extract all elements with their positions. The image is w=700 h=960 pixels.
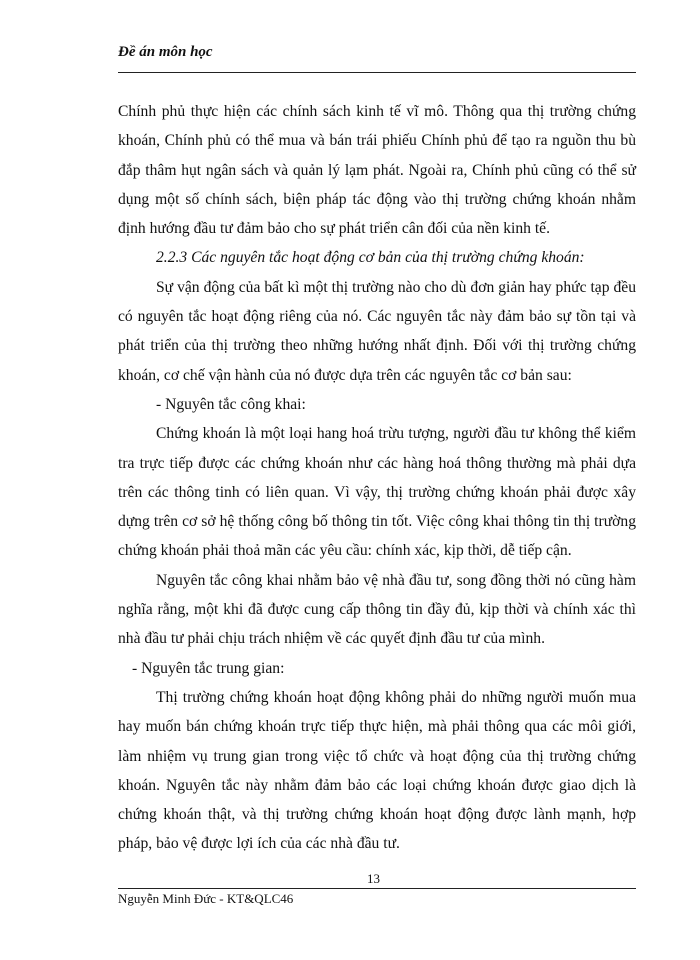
page-number: 13 bbox=[367, 871, 380, 886]
paragraph-government-role: Chính phủ thực hiện các chính sách kinh tế vĩ mô. Thông qua thị trường chứng khoán, Chính phủ có thể mua và bán trái phiếu Chính phủ để tạo ra nguồn thu bù đắp thâm hụt ngân sách và quản lý lạm phát. Ngoài ra, Chính phủ cũng có thể sử dụng một số chính sách, biện pháp tác động vào thị trường chứng khoán nhằm định hướng đầu tư đảm bảo cho sự phát triển cân đối của nền kinh tế. bbox=[118, 103, 636, 238]
bullet-intermediary: - Nguyên tắc trung gian: bbox=[132, 659, 285, 677]
document-header-title: Đề án môn học bbox=[118, 44, 213, 60]
header-divider bbox=[118, 72, 636, 73]
paragraph-principles-intro: Sự vận động của bất kì một thị trường nào cho dù đơn giản hay phức tạp đều có nguyên tắc hoạt động riêng của nó. Các nguyên tắc này đảm bảo sự tồn tại và phát triển của thị trường theo những hướng nhất định. Đối với thị trường chứng khoán, cơ chế vận hành của nó được dựa trên các nguyên tắc cơ bản sau: bbox=[118, 278, 636, 384]
section-heading-principles: 2.2.3 Các nguyên tắc hoạt động cơ bản của thị trường chứng khoán: bbox=[156, 249, 585, 267]
paragraph-disclosure-detail: Chứng khoán là một loại hang hoá trừu tượng, người đầu tư không thể kiểm tra trực tiếp được các chứng khoán như các hàng hoá thông thường mà phải dựa trên các thông tinh có liên quan. Vì vậy, thị trường chứng khoán phải được xây dựng trên cơ sở hệ thống công bố thông tin tốt. Việc công khai thông tin thị trường chứng khoán phải thoả mãn các yêu cầu: chính xác, kịp thời, dễ tiếp cận. bbox=[118, 425, 636, 560]
paragraph-disclosure-investor: Nguyên tắc công khai nhằm bảo vệ nhà đầu tư, song đồng thời nó cũng hàm nghĩa rằng, một khi đã được cung cấp thông tin đầy đủ, kịp thời và chính xác thì nhà đầu tư phải chịu trách nhiệm về các quyết định đầu tư của mình. bbox=[118, 571, 636, 648]
bullet-public-disclosure: - Nguyên tắc công khai: bbox=[156, 395, 306, 413]
footer-author: Nguyễn Minh Đức - KT&QLC46 bbox=[118, 891, 294, 906]
footer-divider bbox=[118, 888, 636, 889]
paragraph-intermediary-detail: Thị trường chứng khoán hoạt động không phải do những người muốn mua hay muốn bán chứng khoán trực tiếp thực hiện, mà phải thông qua các môi giới, làm nhiệm vụ trung gian trong việc tổ chức và hoạt động của thị trường chứng khoán. Nguyên tắc này nhằm đảm bảo các loại chứng khoán được giao dịch là chứng khoán thật, và thị trường chứng khoán hoạt động được lành mạnh, hợp pháp, bảo vệ được lợi ích của các nhà đầu tư. bbox=[118, 688, 636, 853]
document-body bbox=[118, 97, 636, 859]
